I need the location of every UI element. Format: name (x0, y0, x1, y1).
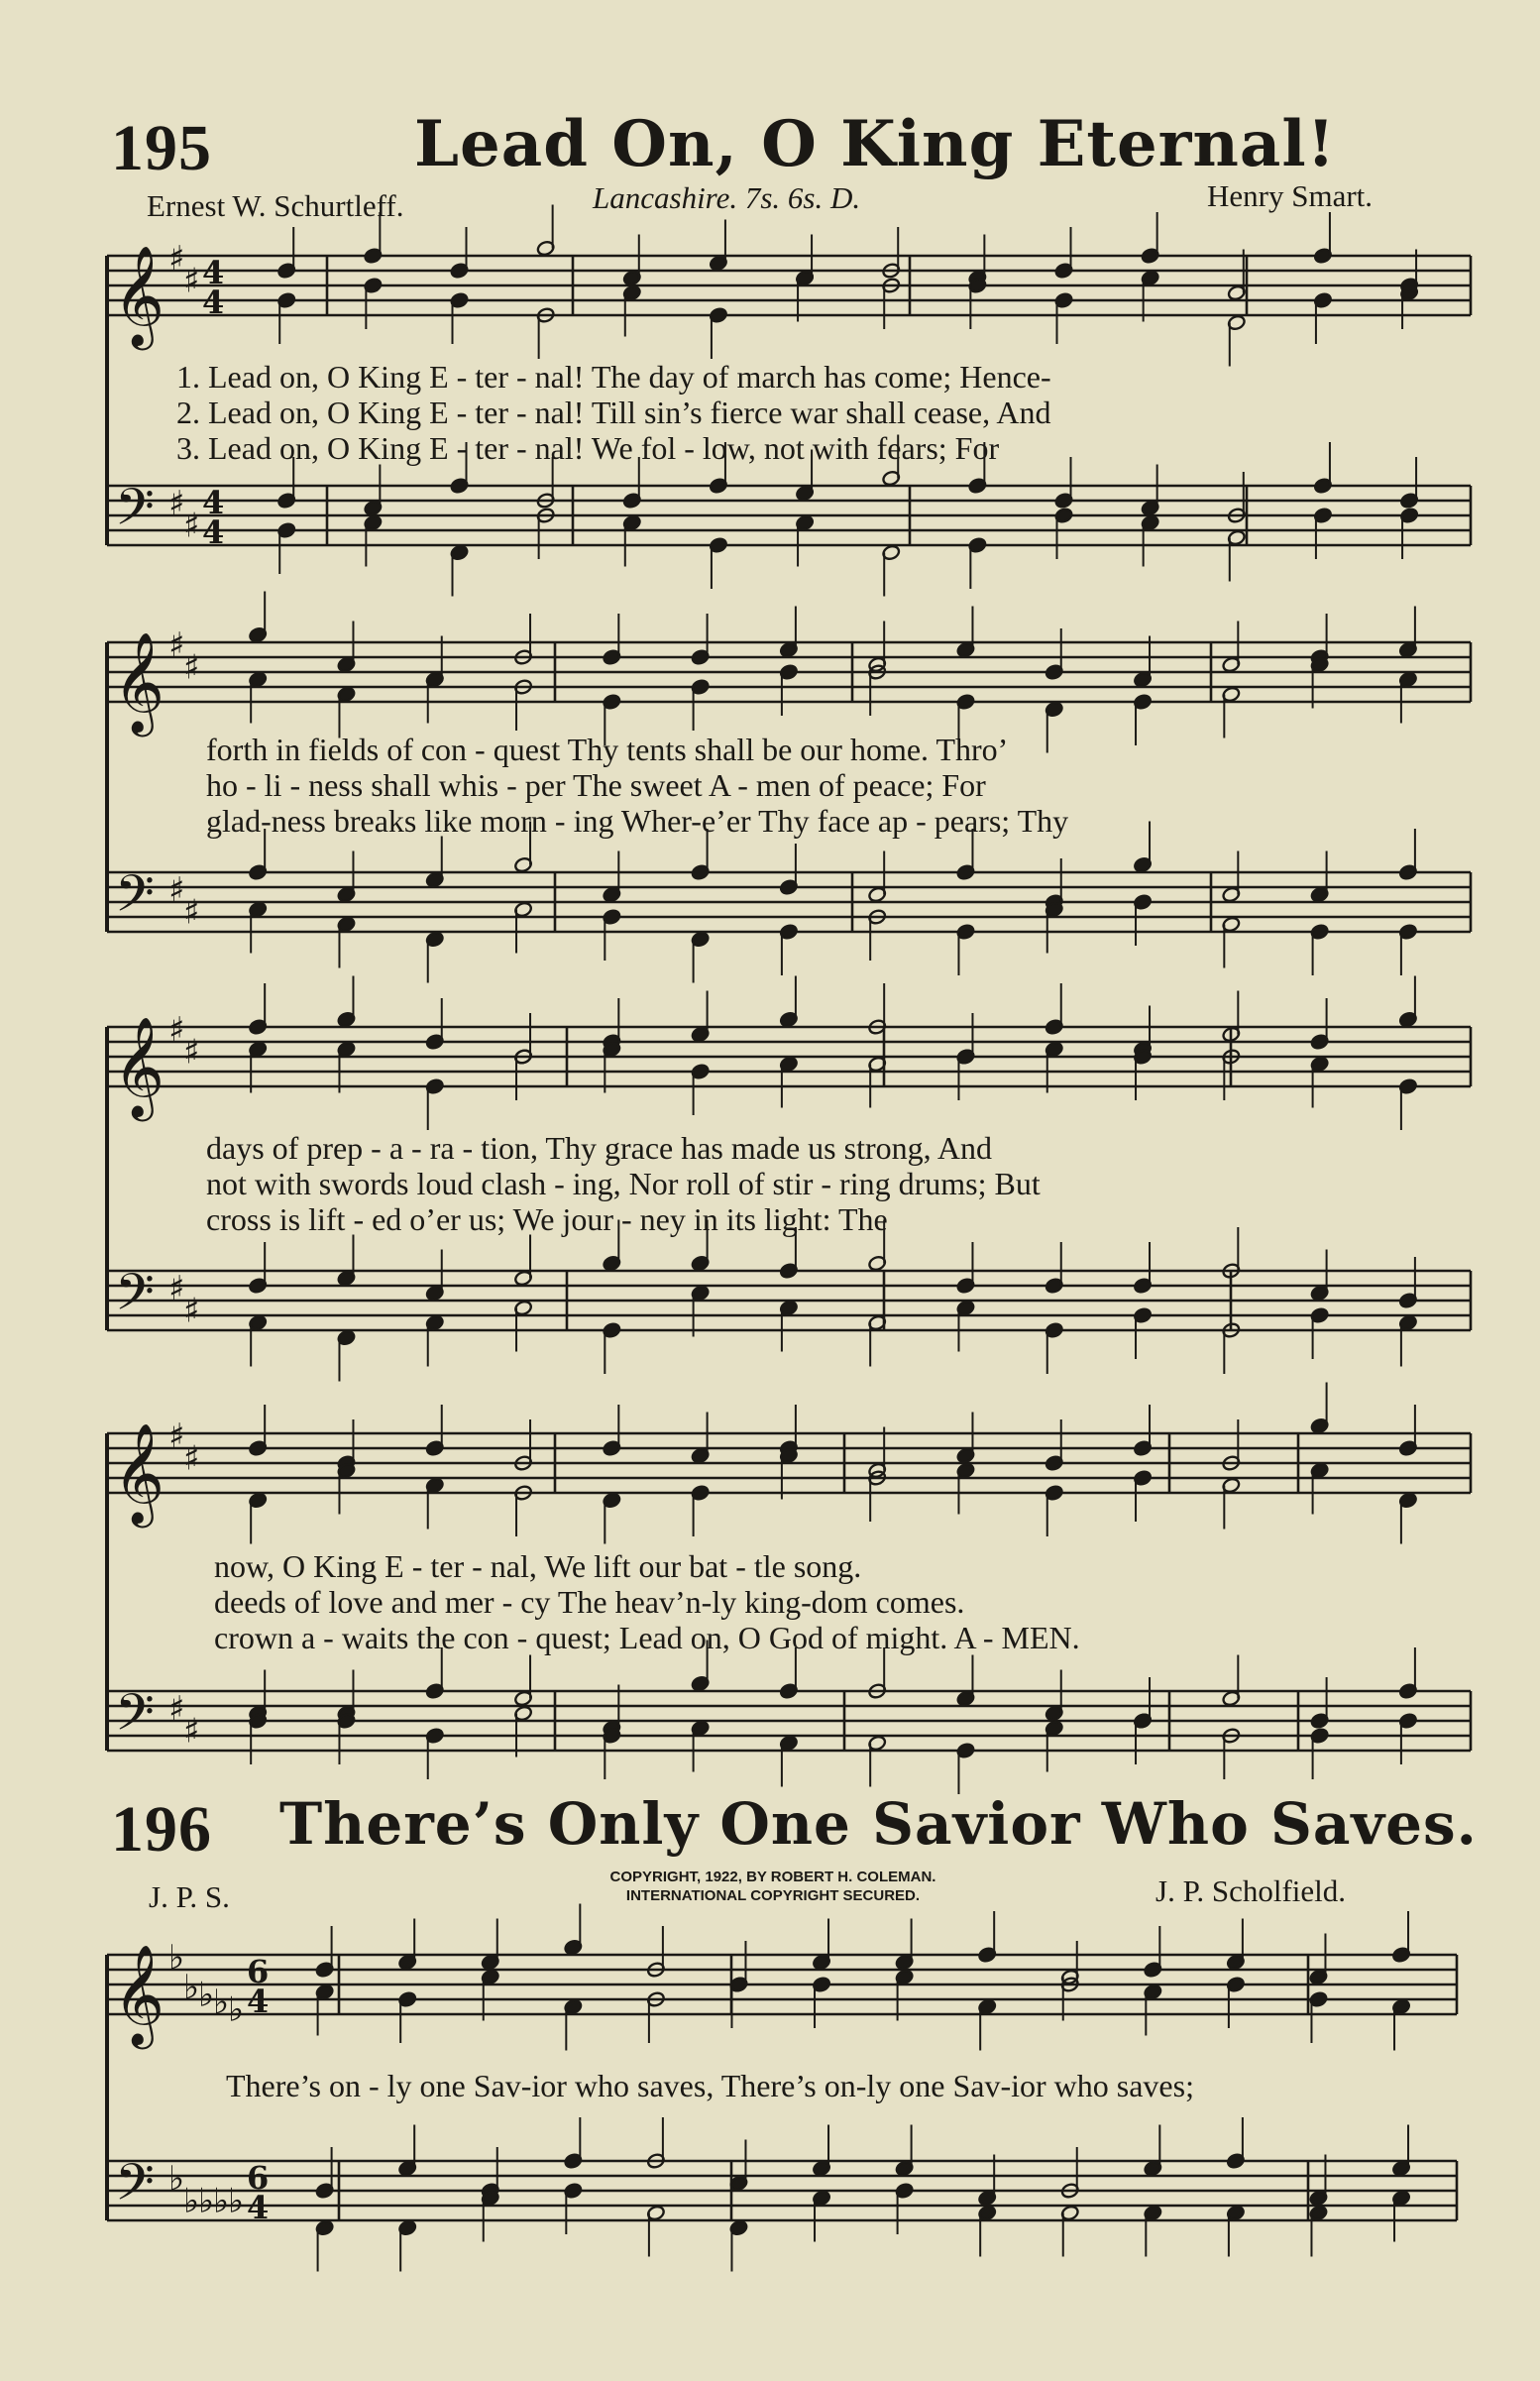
sharp-icon: ♯ (183, 261, 200, 301)
sharp-icon: ♯ (183, 1032, 200, 1073)
sharp-icon: ♯ (183, 506, 200, 546)
time-signature: 4 (247, 2189, 270, 2226)
hymn-196-title: There’s Only One Savior Who Saves. (279, 1790, 1478, 1858)
flat-icon: ♭ (183, 2181, 200, 2221)
sharp-icon: ♯ (168, 625, 185, 665)
bass-staff (107, 486, 1471, 545)
time-signature: 6 (247, 2159, 270, 2197)
lyric-line: now, O King E - ter - nal, We lift our bat - tle song. (214, 1548, 862, 1584)
hymn-196-composer: J. P. Scholfield. (1155, 1873, 1347, 1908)
sharp-icon: ♯ (183, 1711, 200, 1752)
time-signature: 4 (247, 1983, 270, 2020)
time-signature: 4 (202, 484, 225, 521)
bass-staff (107, 2161, 1457, 2220)
hymn-195-author: Ernest W. Schurtleff. (147, 188, 404, 223)
lyric-line: ho - li - ness shall whis - per The sweet A - men of peace; For (206, 767, 986, 803)
hymn-195-composer: Henry Smart. (1207, 178, 1374, 213)
sharp-icon: ♯ (183, 647, 200, 688)
lyric-line: deeds of love and mer - cy The heav’n-ly king-dom comes. (214, 1584, 965, 1620)
treble-clef-icon: 𝄞 (113, 1015, 165, 1117)
lyric-line: 2. Lead on, O King E - ter - nal! Till sin’s fierce war shall cease, And (176, 395, 1051, 430)
sharp-icon: ♯ (168, 1010, 185, 1050)
lyric-line: forth in fields of con - quest Thy tents shall be our home. Thro’ (206, 732, 1009, 767)
flat-icon: ♭ (213, 1983, 230, 2022)
hymn-196-author: J. P. S. (149, 1879, 230, 1914)
treble-staff (107, 256, 1471, 315)
hymn-195-number: 195 (111, 112, 212, 184)
lyric-line: not with swords loud clash - ing, Nor roll of stir - ring drums; But (206, 1166, 1041, 1201)
treble-clef-icon: 𝄞 (113, 630, 165, 733)
sharp-icon: ♯ (168, 239, 185, 279)
flat-icon: ♭ (168, 1938, 185, 1978)
bass-clef-icon: 𝄢 (115, 477, 155, 549)
flat-icon: ♭ (198, 1975, 215, 2015)
treble-clef-icon: 𝄞 (113, 1421, 165, 1524)
hymn-195-tune: Lancashire. 7s. 6s. D. (593, 180, 861, 215)
lyric-line: There’s on - ly one Sav-ior who saves, There’s on-ly one Sav-ior who saves; (226, 2068, 1194, 2103)
flat-icon: ♭ (198, 2181, 215, 2221)
hymn-196-number: 196 (111, 1793, 212, 1866)
sharp-icon: ♯ (183, 1438, 200, 1479)
flat-icon: ♭ (168, 2159, 185, 2199)
lyric-line: 1. Lead on, O King E - ter - nal! The day of march has come; Hence- (176, 359, 1051, 395)
bass-clef-icon: 𝄢 (115, 1682, 155, 1755)
time-signature: 4 (202, 513, 225, 551)
bass-clef-icon: 𝄢 (115, 863, 155, 936)
sharp-icon: ♯ (168, 1269, 185, 1308)
sharp-icon: ♯ (183, 1291, 200, 1331)
sharp-icon: ♯ (168, 1689, 185, 1729)
lyric-line: crown a - waits the con - quest; Lead on, O God of might. A - MEN. (214, 1620, 1080, 1655)
flat-icon: ♭ (228, 2181, 245, 2221)
copyright-line: INTERNATIONAL COPYRIGHT SECURED. (625, 1887, 921, 1904)
lyric-line: glad-ness breaks like morn - ing Wher-e’er Thy face ap - pears; Thy (206, 803, 1069, 839)
time-signature: 6 (247, 1953, 270, 1990)
flat-icon: ♭ (183, 1968, 200, 2007)
sharp-icon: ♯ (168, 870, 185, 910)
treble-staff (107, 1027, 1471, 1086)
sharp-icon: ♯ (168, 484, 185, 523)
treble-clef-icon: 𝄞 (113, 244, 165, 346)
lyric-line: cross is lift - ed o’er us; We jour - ney in its light: The (206, 1201, 888, 1237)
lyric-line: 3. Lead on, O King E - ter - nal! We fol - low, not with fears; For (176, 430, 1000, 466)
sharp-icon: ♯ (168, 1417, 185, 1456)
flat-icon: ♭ (228, 1989, 245, 2030)
treble-clef-icon: 𝄞 (113, 1943, 165, 2045)
bass-staff (107, 1271, 1471, 1330)
bass-clef-icon: 𝄢 (115, 2152, 155, 2224)
bass-clef-icon: 𝄢 (115, 1262, 155, 1334)
lyric-line: days of prep - a - ra - tion, Thy grace has made us strong, And (206, 1130, 992, 1166)
time-signature: 4 (202, 254, 225, 291)
time-signature: 4 (202, 283, 225, 321)
sharp-icon: ♯ (183, 892, 200, 933)
copyright-line: COPYRIGHT, 1922, BY ROBERT H. COLEMAN. (609, 1869, 936, 1885)
hymn-195-title: Lead On, O King Eternal! (414, 107, 1336, 181)
flat-icon: ♭ (213, 2181, 230, 2221)
treble-staff (107, 1955, 1457, 2014)
